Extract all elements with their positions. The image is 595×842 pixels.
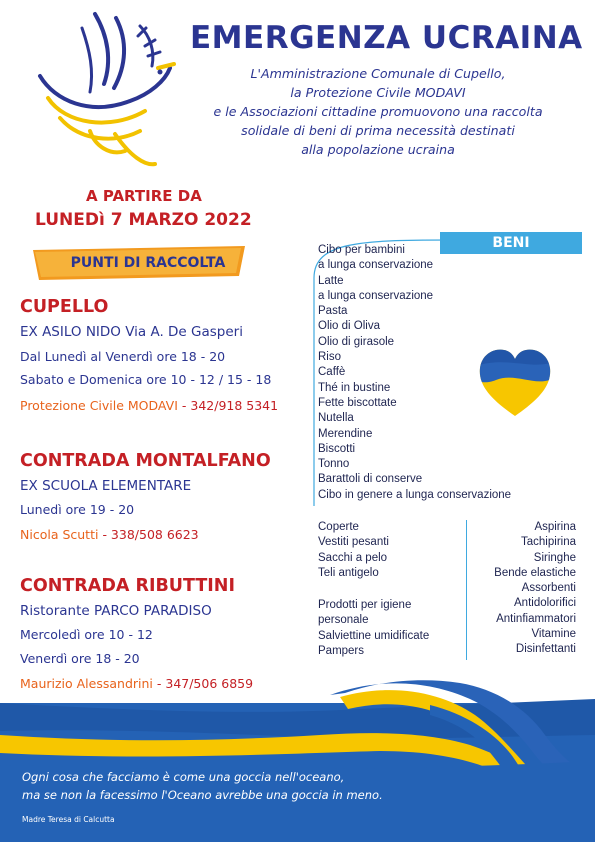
location-hours: Venerdì ore 18 - 20	[20, 651, 140, 666]
intro-line: L'Amministrazione Comunale di Cupello,	[250, 66, 506, 81]
list-item: a lunga conservazione	[318, 259, 434, 272]
list-item: Thé in bustine	[318, 381, 391, 394]
list-divider	[466, 520, 467, 660]
list-item: Assorbenti	[521, 582, 576, 595]
list-item: Tonno	[318, 458, 350, 471]
list-item: Pasta	[318, 305, 348, 318]
list-item: Riso	[318, 351, 342, 364]
location-contact	[20, 527, 199, 542]
list-item: Vitamine	[531, 628, 576, 641]
list-item: Latte	[318, 274, 344, 287]
list-item: Fette biscottate	[318, 396, 397, 409]
intro-text	[168, 64, 588, 159]
list-item: Olio di Oliva	[318, 320, 380, 333]
intro-line: e le Associazioni cittadine promuovono una raccolta	[213, 104, 543, 119]
location-name: CUPELLO	[20, 297, 109, 317]
list-item: Biscotti	[318, 442, 356, 455]
contact-name: Nicola Scutti	[20, 527, 99, 542]
location-hours: Dal Lunedì al Venerdì ore 18 - 20	[20, 349, 226, 364]
quote-line: Ogni cosa che facciamo è come una goccia nell'oceano,	[22, 770, 345, 784]
hygiene-list	[318, 598, 429, 659]
contact-phone: - 338/508 6623	[98, 527, 199, 542]
list-item: Tachipirina	[521, 536, 576, 549]
contact-name: Protezione Civile MODAVI	[20, 398, 178, 413]
list-item: Siringhe	[533, 551, 576, 564]
location-contact	[20, 398, 278, 413]
intro-line: alla popolazione ucraina	[301, 142, 455, 157]
contact-phone: - 342/918 5341	[177, 398, 279, 413]
list-item: Cibo in genere a lunga conservazione	[318, 488, 512, 501]
contact-phone: - 347/506 6859	[152, 676, 254, 691]
intro-line: solidale di beni di prima necessità destinati	[241, 123, 515, 138]
list-item: Nutella	[318, 412, 354, 425]
list-item: Olio di girasole	[318, 335, 395, 348]
list-item: Disinfettanti	[515, 643, 576, 656]
list-item: Prodotti per igiene	[318, 599, 412, 611]
list-item: a lunga conservazione	[318, 289, 434, 302]
location-name: CONTRADA MONTALFANO	[20, 451, 271, 471]
location-hours: Mercoledì ore 10 - 12	[20, 627, 153, 642]
location-name: CONTRADA RIBUTTINI	[20, 576, 235, 596]
list-item: Salviettine umidificate	[318, 629, 430, 642]
punti-label: PUNTI DI RACCOLTA	[70, 255, 226, 271]
location-hours: Lunedì ore 19 - 20	[20, 502, 135, 517]
list-item: Sacchi a pelo	[318, 551, 388, 564]
list-item: personale	[318, 614, 369, 627]
contact-name: Maurizio Alessandrini	[20, 676, 153, 691]
location-place: Ristorante PARCO PARADISO	[20, 603, 212, 619]
start-date-label: A PARTIRE DA	[86, 187, 202, 205]
medicine-list	[470, 520, 576, 658]
quote-author: Madre Teresa di Calcutta	[22, 815, 115, 824]
location-place: EX ASILO NIDO Via A. De Gasperi	[20, 324, 243, 340]
intro-line: la Protezione Civile MODAVI	[290, 85, 466, 100]
ukraine-heart-icon	[476, 344, 554, 420]
list-item: Caffè	[318, 366, 346, 379]
list-item: Antinfiammatori	[496, 612, 576, 625]
list-item: Barattoli di conserve	[318, 473, 423, 486]
peace-dove-logo	[20, 6, 190, 176]
beni-label: BENI	[440, 232, 582, 254]
list-item: Aspirina	[534, 521, 576, 533]
quote	[22, 768, 383, 804]
clothing-list	[318, 520, 389, 581]
list-item: Vestiti pesanti	[318, 536, 389, 549]
list-item: Pampers	[318, 644, 365, 657]
page-title: EMERGENZA UCRAINA	[190, 20, 583, 56]
location-hours: Sabato e Domenica ore 10 - 12 / 15 - 18	[20, 372, 272, 387]
list-item: Merendine	[318, 427, 373, 440]
location-place: EX SCUOLA ELEMENTARE	[20, 478, 192, 494]
list-item: Cibo per bambini	[318, 244, 405, 256]
start-date: LUNEDì 7 MARZO 2022	[35, 210, 252, 230]
list-item: Bende elastiche	[494, 566, 576, 579]
list-item: Teli antigelo	[318, 566, 379, 579]
list-item: Antidolorifici	[514, 597, 576, 610]
quote-line: ma se non la facessimo l'Oceano avrebbe una goccia in meno.	[22, 788, 383, 802]
list-item: Coperte	[318, 521, 359, 533]
